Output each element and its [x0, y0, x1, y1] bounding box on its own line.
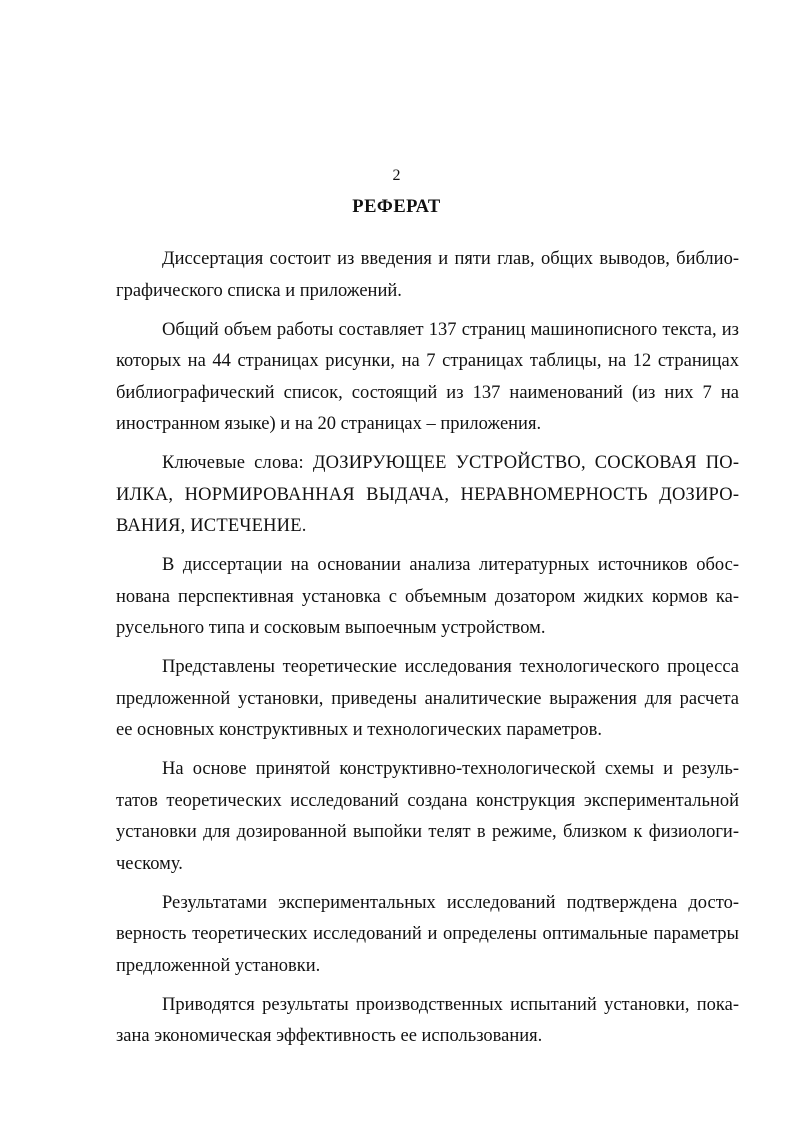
paragraph-structure: Диссертация состоит из введения и пяти глав, общих выводов, библиографического списка и приложений.: [116, 249, 739, 301]
paragraph-experiments: Результатами экспериментальных исследований подтверждена достоверность теоретических исследований и определены оптимальные параметры предложенной установки.: [116, 892, 739, 976]
paragraph-trials: Приводятся результаты производственных испытаний установки, показана экономическая эффективность ее использования.: [116, 994, 739, 1046]
paragraph-theory: Представлены теоретические исследования технологического процесса предложенной установки, приведены аналитические выражения для расчета ее основных конструктивных и технологических параметров.: [116, 657, 739, 740]
paragraph-construction: На основе принятой конструктивно-технологической схемы и результатов теоретических исследований создана конструкция экспериментальной установки для дозированной выпойки телят в режиме, близком к физиологическому.: [116, 759, 739, 874]
abstract-body: [116, 244, 739, 1060]
paragraph-keywords: Ключевые слова: ДОЗИРУЮЩЕЕ УСТРОЙСТВО, СОСКОВАЯ ПОИЛКА, НОРМИРОВАННАЯ ВЫДАЧА, НЕРАВНОМЕРНОСТЬ ДОЗИРОВАНИЯ, ИСТЕЧЕНИЕ.: [116, 453, 739, 536]
paragraph-analysis: В диссертации на основании анализа литературных источников обоснована перспективная установка с объемным дозатором жидких кормов карусельного типа и сосковым выпоечным устройством.: [116, 555, 739, 638]
page-number: 2: [392, 167, 401, 184]
paragraph-volume: Общий объем работы составляет 137 страниц машинописного текста, из которых на 44 страницах рисунки, на 7 страницах таблицы, на 12 страницах библиографический список, состоящий из 137 наименований (из них 7 на иностранном языке) и на 20 страницах – приложения.: [116, 319, 739, 434]
page-title: РЕФЕРАТ: [352, 197, 441, 217]
